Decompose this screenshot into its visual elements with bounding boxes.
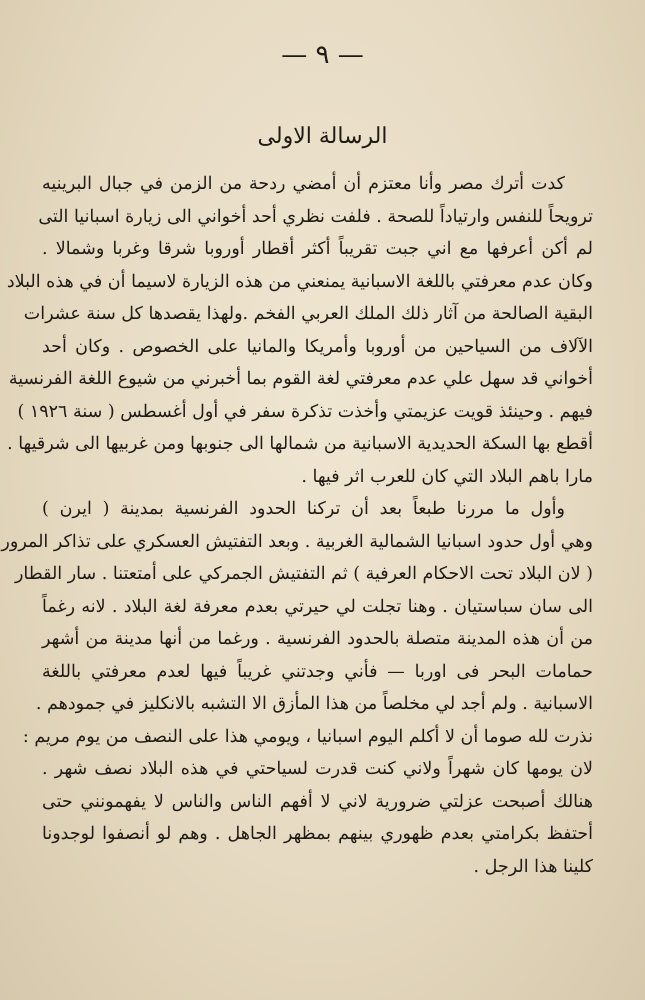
text-line: أحتفظ بكرامتي بعدم ظهوري بينهم بمظهر الجاهل . وهم لو أنصفوا لوجدونا [42,824,593,844]
text-line: مارا باهم البلاد التي كان للعرب اثر فيها . [301,466,593,487]
text-line: الآلاف من السياحين من أوروبا وأمريكا والمانيا على الخصوص . وكان أحد [42,336,593,357]
text-line: أخواني قد سهل علي عدم معرفتي لغة القوم بما أخبرني من شيوع اللغة الفرنسية [8,369,593,389]
page-number: — ٩ — [281,40,364,70]
text-body [0,168,645,883]
text-line: أقطع بها السكة الحديدية الاسبانية من شمالها الى جنوبها ومن غربيها الى شرقيها . [7,434,593,454]
text-line: ترويحاً للنفس وارتياداً للصحة . فلفت نظري أحد أخواني الى زيارة اسبانيا التى [38,206,593,227]
text-line: كدت أترك مصر وأنا معتزم أن أمضي ردحة من الزمن في جبال البرينيه [42,174,565,194]
text-line: الى سان سباستيان . وهنا تجلت لي حيرتي بعدم معرفة لغة البلاد . لانه رغماً [42,596,593,617]
text-line: لان يومها كان شهراً ولاني كنت قدرت لسياحتي في هذه البلاد نصف شهر . [42,759,593,779]
text-line: كلينا هذا الرجل . [473,856,593,877]
text-line: حمامات البحر فى اوربا — فأني وجدتني غريباً فيها لعدم معرفتي باللغة [42,661,593,682]
text-line: وكان عدم معرفتي باللغة الاسبانية يمنعني من هذه الزيارة لاسيما أن في هذه البلاد [6,271,593,292]
page-title: الرسالة الاولى [257,124,388,149]
text-line: من أن هذه المدينة متصلة بالحدود الفرنسية . ورغما من أنها مدينة من أشهر [42,629,593,649]
text-line: وأول ما مررنا طبعاً بعد أن تركنا الحدود الفرنسية بمدينة ( ايرن ) [42,499,565,519]
text-line: الاسبانية . ولم أجد لي مخلصاً من هذا المأزق الا التشبه بالانكليز في جمودهم . [35,694,593,714]
text-line: هنالك أصبحت عزلتي ضرورية لاني لا أفهم الناس والناس لا يفهمونني حتى [42,791,593,812]
text-line: لم أكن أعرفها مع اني جبت تقريباً أكثر أقطار أوروبا شرقا وغربا وشمالا . [42,239,593,259]
text-line: وهي أول حدود اسبانيا الشمالية الغربية . وبعد التفتيش العسكري على تذاكر المرور [1,531,593,552]
text-line: نذرت لله صوما أن لا أكلم اليوم اسبانيا ، ويومي هذا على النصف من يوم مريم : [22,726,593,747]
text-line: ( لان البلاد تحت الاحكام العرفية ) ثم التفتيش الجمركي على أمتعتنا . سار القطار [14,564,593,584]
text-line: البقية الصالحة من آثار ذلك الملك العربي الفخم .ولهذا يقصدها كل سنة عشرات [23,304,593,324]
text-line: فيهم . وحينئذ قويت عزيمتي وأخذت تذكرة سفر في أول أغسطس ( سنة ١٩٢٦ ) [17,401,593,422]
